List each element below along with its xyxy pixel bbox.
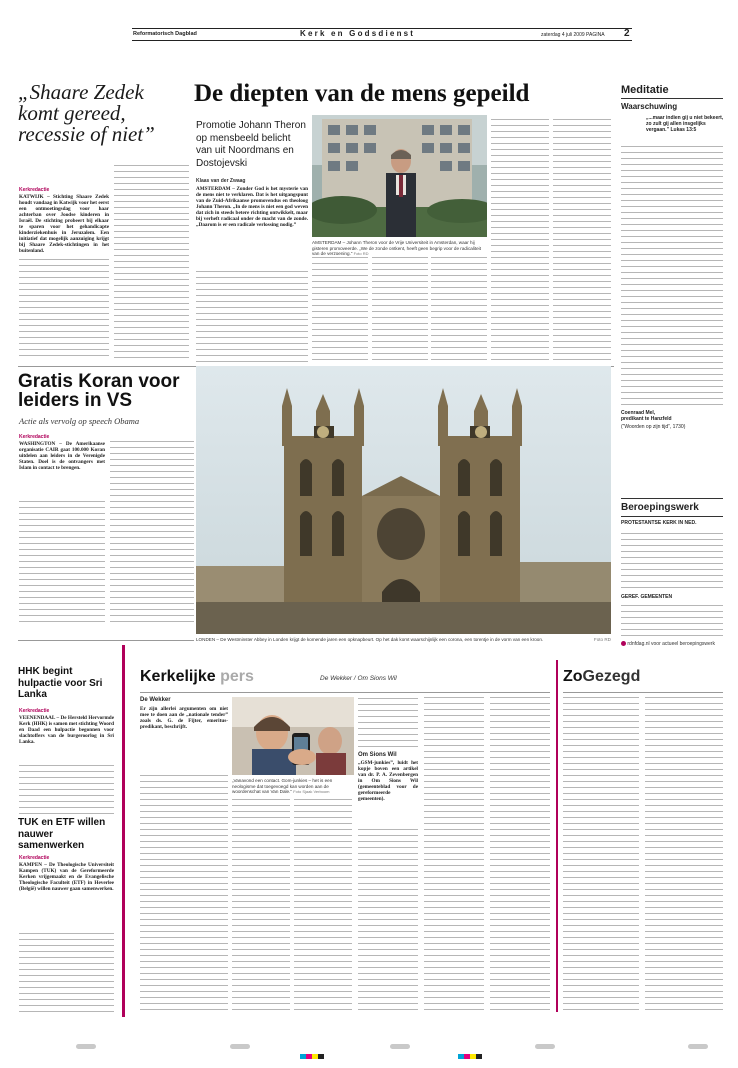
tuk-label: Kerkredactie [19, 855, 50, 861]
koran-label: Kerkredactie [19, 434, 50, 440]
theron-photo-credit: Foto RD [353, 251, 369, 256]
meditatie-text [621, 145, 723, 405]
kp-photo-credit: Foto Sjaak Verboom [293, 789, 330, 794]
kerkelijke-brand-b: pers [220, 668, 254, 685]
zogezegd-col2 [645, 697, 723, 1010]
globe-icon [621, 641, 626, 646]
main-lead: AMSTERDAM – Zonder God is het mysterie van de mens niet te verklaren. Dat is het uitgangspunt van de Zuid-Afrikaanse promovendus en theoloog Johann Theron. „In de mens is niet een god weven dat zich in steeds betere richting ontwikkelt, maar bij verheft radicaal onder de macht van de zonde. „Daarom is er een radicale verlossing nodig.” [196, 186, 308, 228]
theron-caption-text: AMSTERDAM – Johann Theron voor de Vrije Universiteit in Amsterdan, waar hij gisteren promoveerde. „We de zonde ontkent, heeft geen begrip voor de radicaliteit van de verzoening.” [312, 240, 481, 256]
kp-col2-text [232, 798, 290, 1010]
kp-col1-text [140, 770, 228, 1010]
header-page-number: 2 [624, 28, 630, 39]
westminster-caption-text: LONDEN – De Westminster Abbey in Londen krijgt de komende jaren een opknapbeurt. Op het dak komt waarschijnlijk een corona, een torentje in de vorm van een kroon. [196, 637, 544, 642]
kp-col4b-text [358, 824, 418, 1010]
beroep-pkn-list [621, 528, 723, 588]
kerkelijke-sub: De Wekker / Om Sions Wil [320, 675, 397, 682]
katwijk-label: Kerkredactie [19, 187, 50, 193]
header-paper-name: Reformatorisch Dagblad [133, 31, 197, 37]
main-title: De diepten van de mens gepeild [194, 80, 530, 107]
theron-photo-caption [312, 240, 487, 257]
beroep-gg-list [621, 602, 723, 636]
tuk-lead: KAMPEN – De Theologische Universiteit Kampen (TUK) van de Gereformeerde Kerken vrijgemaakt en de Evangelische Theologische Faculteit (ETF) in Heverlee (België) willen nauwer gaan samenwerken. [19, 862, 114, 892]
tuk-title: TUK en ETF willen nauwer samenwerken [18, 817, 106, 851]
katwijk-text-col2 [114, 162, 189, 358]
kp-photo-caption [232, 778, 354, 795]
header-date: zaterdag 4 juli 2009 PAGINA [541, 31, 605, 38]
kp-col5-text [424, 697, 484, 1010]
cmyk-strip-2 [458, 1044, 482, 1063]
kp-col6-text [490, 697, 550, 1010]
main-subtitle: Promotie Johann Theron op mensbeeld belicht van uit Noordmans en Dostojevski [196, 120, 306, 169]
beroep-group-pkn: PROTESTANTSE KERK IN NED. [621, 520, 697, 526]
kp-col1-head: De Wekker [140, 697, 171, 703]
koran-text-col1 [19, 498, 105, 622]
header-section: Kerk en Godsdienst [300, 29, 416, 38]
cmyk-strip [300, 1044, 324, 1063]
kp-col4-text [358, 697, 418, 747]
hhk-lead: VEENENDAAL – De Hersteld Hervormde Kerk (HHK) is samen met stichting Woord en Daad een hulpactie begonnen voor slachtoffers van de burgeroorlog in Sri Lanka. [19, 715, 114, 745]
beroep-group-gg: GEREF. GEMEENTEN [621, 594, 673, 600]
hhk-title: HHK begint hulpactie voor Sri Lanka [18, 666, 103, 700]
kerkelijke-brand [140, 668, 254, 686]
meditatie-source: (“Woorden op zijn tijd”, 1730) [621, 424, 686, 430]
meditatie-title: Waarschuwing [621, 102, 678, 111]
koran-lead: WASHINGTON – De Amerikaanse organisatie CAIR gaat 100.000 Koran uitdelen aan leiders in de Verenigde Staten. Doel is de ontvangers met Islam in contact te brengen. [19, 441, 105, 471]
kp-col3-text [294, 798, 352, 1010]
meditatie-author: Coenraad Mel, [621, 410, 656, 416]
zogezegd-brand [563, 668, 640, 686]
katwijk-text-col1 [19, 258, 109, 356]
zogezegd-brand-b: Gezegd [582, 668, 641, 685]
zogezegd-col1 [563, 697, 639, 1010]
katwijk-lead: KATWIJK – Stichting Shaare Zedek houdt vandaag in Katwijk voor het eerst een ontmoetingsdag voor haar achterban over Joodse kinderen in Israël. De stichting probeert bij elkaar te sparen voor het gehandicapte kinderziekenhuis in Jeruzalem. Een initiatief dat mogelijk aanzuiging krijgt bij Shaare Zedek-stichtingen in het buitenland. [19, 194, 109, 252]
beroep-footer [621, 641, 723, 647]
kp-photo [232, 697, 354, 775]
kerkelijke-brand-a: Kerkelijke [140, 668, 216, 685]
koran-text-col2 [110, 436, 194, 622]
kp-caption-text: „Vanavond een contact. Gom-junkies – het is een neologisme dat toegevoegd kan worden aan de woordenschat van Van Dale.” [232, 778, 333, 794]
meditatie-quote: „...maar indien gij u niet bekeert, zo zult gij allen insgelijks vergaan.” Lukas 13:5 [646, 115, 724, 133]
quote-pullout: „Shaare Zedek komt gereed, recessie of niet” [18, 80, 155, 146]
main-text-col1 [196, 270, 308, 362]
kp-col3-lead: „GSM-junkies”, luidt het kopje boven een artikel van dr. P. A. Zevenbergen in Om Sions Wil (gemeenteblad voor de gereformeerde gemeenten). [358, 760, 418, 802]
kp-col3-head: Om Sions Wil [358, 752, 397, 758]
westminster-photo-credit: Foto RD [593, 637, 611, 642]
hhk-text [19, 762, 114, 814]
main-text-col5 [491, 115, 549, 360]
hhk-label: Kerkredactie [19, 708, 50, 714]
koran-deck: Actie als vervolg op speech Obama [19, 416, 140, 426]
theron-photo [312, 115, 487, 237]
meditatie-heading: Meditatie [621, 84, 669, 96]
beroepingswerk-heading: Beroepingswerk [621, 502, 699, 513]
meditatie-signature [621, 410, 723, 430]
main-byline: Klaas van der Zwaag [196, 178, 246, 184]
tuk-text [19, 932, 114, 1012]
westminster-caption [196, 637, 611, 643]
westminster-photo-image [196, 366, 611, 634]
theron-photo-image [312, 115, 487, 237]
koran-title: Gratis Koran voor leiders in VS [18, 371, 180, 411]
beroep-footer-text: rdnfdag.nl voor actueel beroepingswerk [627, 641, 715, 647]
kp-photo-image [232, 697, 354, 775]
main-text-col4 [431, 256, 487, 360]
main-text-col3 [372, 256, 428, 360]
kp-col1-lead: Er zijn allerlei argumenten om niet mee te doen aan de „nationale tender” zoals ds. G. de Fijter, emeritus-predikant, beschrijft. [140, 706, 228, 730]
main-text-col2 [312, 256, 368, 360]
zogezegd-brand-a: Zo [563, 668, 583, 685]
main-text-col6 [553, 115, 611, 360]
meditatie-author-role: predikant te Hanzfeld [621, 416, 672, 422]
westminster-photo [196, 366, 611, 634]
